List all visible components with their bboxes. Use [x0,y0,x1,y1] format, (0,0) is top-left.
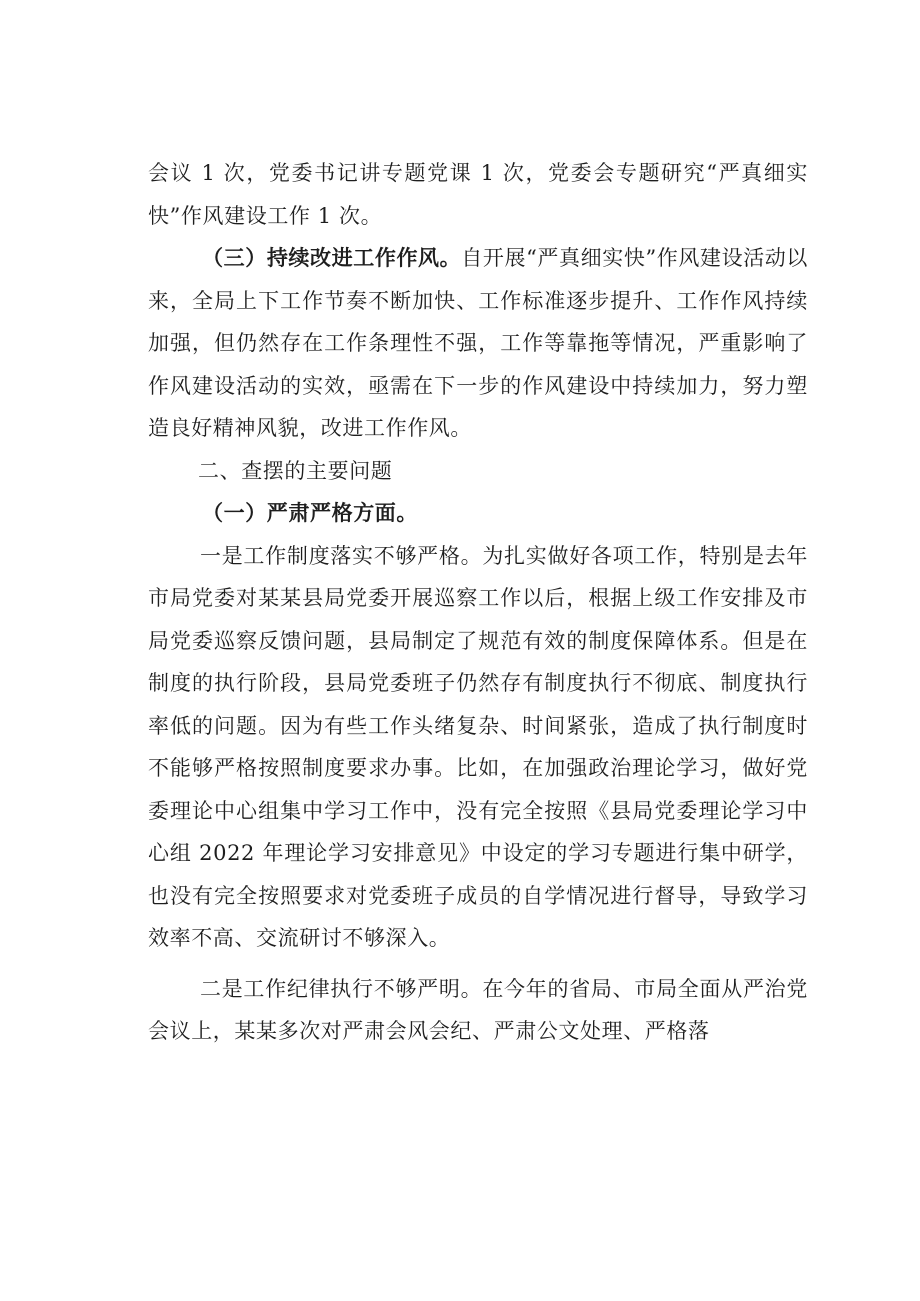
paragraph-improve-work-style-body: 自开展“严真细实快”作风建设活动以来，全局上下工作节奏不断加快、工作标准逐步提升、工作作风持续加强，但仍然存在工作条理性不强，工作等靠拖等情况，严重影响了作风建设活动的实效，亟需在下一步的作风建设中持续加力，努力塑造良好精神风貌，改进工作作风。 [148,246,809,440]
paragraph-meeting-count: 会议 1 次，党委书记讲专题党课 1 次，党委会专题研究“严真细实快”作风建设工作 1 次。 [148,161,808,228]
paragraph-work-discipline: 二是工作纪律执行不够严明。在今年的省局、市局全面从严治党会议上，某某多次对严肃会风会纪、严肃公文处理、严格落 [148,976,808,1043]
paragraph-system-implementation: 一是工作制度落实不够严格。为扎实做好各项工作，特别是去年市局党委对某某县局党委开展巡察工作以后，根据上级工作安排及市局党委巡察反馈问题，县局制定了规范有效的制度保障体系。但是在制度的执行阶段，县局党委班子仍然存有制度执行不彻底、制度执行率低的问题。因为有些工作头绪复杂、时间紧张，造成了执行制度时不能够严格按照制度要求办事。比如，在加强政治理论学习，做好党委理论中心组集中学习工作中，没有完全按照《县局党委理论学习中心组 2022 年理论学习安排意见》中设定的学习专题进行集中研学，也没有完全按照要求对党委班子成员的自学情况进行督导，导致学习效率不高、交流研讨不够深入。 [148,543,808,950]
section-heading-main-problems: 二、查摆的主要问题 [198,458,393,483]
subsection-heading-3: （三）持续改进工作作风。 [202,246,462,270]
document-body [148,152,808,1053]
paragraph-improve-work-style [148,237,808,450]
subsection-heading-1: （一）严肃严格方面。 [202,501,418,525]
